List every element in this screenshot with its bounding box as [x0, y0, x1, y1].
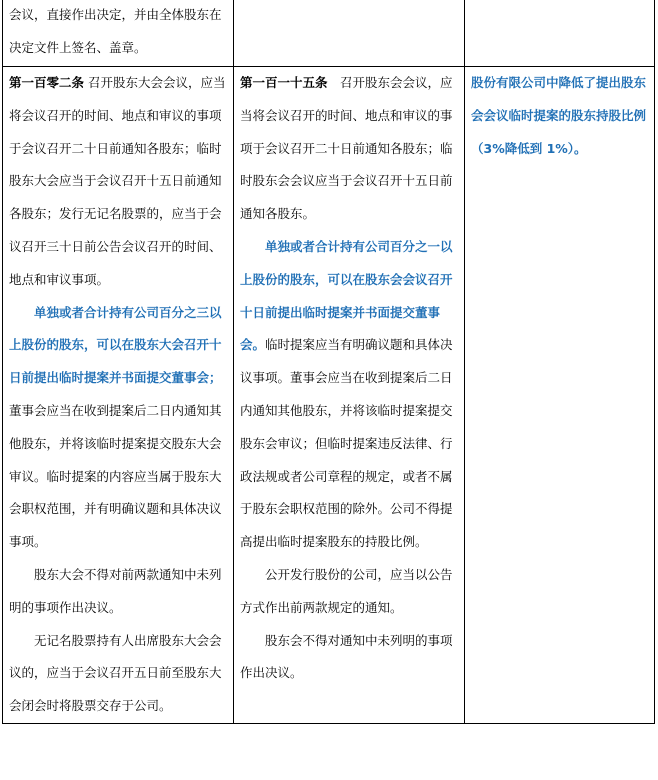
old-law-cell [3, 67, 234, 724]
article-text: 董事会应当在收到提案后二日内通知其他股东，并将该临时提案提交股东大会审议。临时提案的内容应当属于股东大会职权范围，并有明确议题和具体决议事项。 [9, 402, 222, 550]
article-text: 召开股东会会议，应当将会议召开的时间、地点和审议的事项于会议召开二十日前通知各股东；临时股东会会议应当于会议召开十五日前通知各股东。 [240, 75, 453, 222]
new-law-paragraph [240, 231, 460, 559]
article-number: 第一百零二条 [9, 75, 85, 90]
old-law-cell [3, 0, 234, 67]
new-law-paragraph: 股东会不得对通知中未列明的事项作出决议。 [240, 632, 453, 681]
old-law-paragraph: 无记名股票持有人出席股东大会会议的，应当于会议召开五日前至股东大会闭会时将股票交存于公司。 [9, 632, 222, 714]
table-row [3, 67, 655, 724]
old-law-paragraph [9, 67, 229, 297]
old-law-paragraph: 会议，直接作出决定，并由全体股东在决定文件上签名、盖章。 [9, 7, 222, 55]
new-law-paragraph: 公开发行股份的公司，应当以公告方式作出前两款规定的通知。 [240, 566, 453, 615]
table-row [3, 0, 655, 67]
new-law-cell [234, 67, 465, 724]
note-cell [465, 67, 655, 724]
highlighted-text: 单独或者合计持有公司百分之一以上股份的股东，可以在股东会会议召开十日前提出临时提案并书面提交董事会。 [240, 238, 453, 353]
article-number: 第一百一十五条 [240, 75, 328, 90]
law-comparison-table [2, 0, 655, 724]
note-cell [465, 0, 655, 67]
new-law-cell [234, 0, 465, 67]
old-law-paragraph [9, 297, 229, 559]
change-note: 股份有限公司中降低了提出股东会会议临时提案的股东持股比例（3%降低到 1%）。 [471, 75, 647, 156]
old-law-paragraph: 股东大会不得对前两款通知中未列明的事项作出决议。 [9, 566, 222, 615]
new-law-paragraph [240, 67, 460, 231]
article-text: 召开股东大会会议，应当将会议召开的时间、地点和审议的事项于会议召开二十日前通知各股东；临时股东大会应当于会议召开十五日前通知各股东；发行无记名股票的，应当于会议召开三十日前公告会议召开的时间、地点和审议事项。 [9, 75, 226, 287]
article-text: 临时提案应当有明确议题和具体决议事项。董事会应当在收到提案后二日内通知其他股东，并将该临时提案提交股东会审议；但临时提案违反法律、行政法规或者公司章程的规定，或者不属于股东会职权范围的除外。公司不得提高提出临时提案股东的持股比例。 [240, 337, 453, 550]
highlighted-text: 单独或者合计持有公司百分之三以上股份的股东，可以在股东大会召开十日前提出临时提案并书面提交董事会； [9, 304, 222, 386]
